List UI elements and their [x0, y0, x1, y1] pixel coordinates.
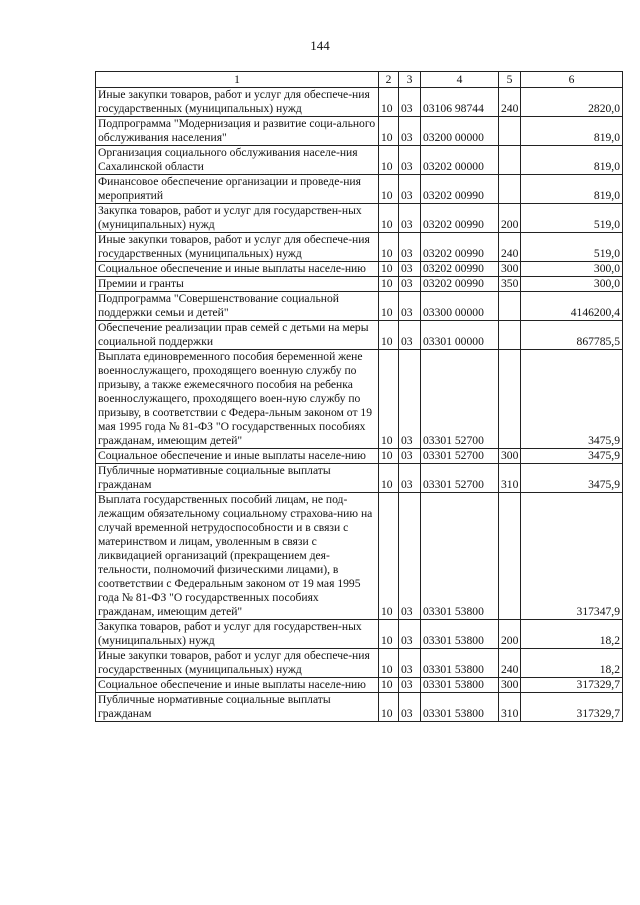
target-article-code: 03301 52700	[421, 449, 499, 464]
table-row	[96, 493, 623, 620]
column-header: 2	[379, 72, 399, 88]
amount: 18,2	[521, 620, 623, 649]
section-code: 10	[379, 277, 399, 292]
row-name: Публичные нормативные социальные выплаты гражданам	[96, 693, 379, 722]
expense-type-code: 300	[499, 262, 521, 277]
table-row	[96, 464, 623, 493]
amount: 3475,9	[521, 449, 623, 464]
table-row	[96, 262, 623, 277]
expense-type-code: 310	[499, 464, 521, 493]
target-article-code: 03301 00000	[421, 321, 499, 350]
table-row	[96, 88, 623, 117]
expense-type-code: 300	[499, 449, 521, 464]
section-code: 10	[379, 649, 399, 678]
subsection-code: 03	[399, 321, 421, 350]
row-name: Подпрограмма "Совершенствование социальной поддержки семьи и детей"	[96, 292, 379, 321]
subsection-code: 03	[399, 649, 421, 678]
subsection-code: 03	[399, 88, 421, 117]
expense-type-code: 350	[499, 277, 521, 292]
target-article-code: 03202 00990	[421, 233, 499, 262]
target-article-code: 03202 00000	[421, 146, 499, 175]
amount: 317347,9	[521, 493, 623, 620]
table-row	[96, 321, 623, 350]
subsection-code: 03	[399, 146, 421, 175]
expense-type-code	[499, 493, 521, 620]
target-article-code: 03301 53800	[421, 649, 499, 678]
section-code: 10	[379, 493, 399, 620]
row-name: Выплата единовременного пособия беременной жене военнослужащего, проходящего военную службу по призыву, а также ежемесячного пособия на ребенка военнослужащего, проходящего воен-ную службу по призыву, в соответствии с Федера-льным законом от 19 мая 1995 года № 81-ФЗ "О государственных пособиях гражданам, имеющим детей"	[96, 350, 379, 449]
section-code: 10	[379, 693, 399, 722]
column-header: 5	[499, 72, 521, 88]
section-code: 10	[379, 464, 399, 493]
budget-table	[95, 71, 623, 722]
amount: 300,0	[521, 262, 623, 277]
expense-type-code	[499, 146, 521, 175]
table-row	[96, 449, 623, 464]
row-name: Иные закупки товаров, работ и услуг для обеспече-ния государственных (муниципальных) нужд	[96, 649, 379, 678]
target-article-code: 03200 00000	[421, 117, 499, 146]
target-article-code: 03301 53800	[421, 493, 499, 620]
table-header-row	[96, 72, 623, 88]
expense-type-code: 200	[499, 204, 521, 233]
target-article-code: 03300 00000	[421, 292, 499, 321]
amount: 4146200,4	[521, 292, 623, 321]
table-row	[96, 649, 623, 678]
row-name: Организация социального обслуживания населе-ния Сахалинской области	[96, 146, 379, 175]
section-code: 10	[379, 350, 399, 449]
table-row	[96, 204, 623, 233]
amount: 819,0	[521, 117, 623, 146]
expense-type-code	[499, 117, 521, 146]
row-name: Иные закупки товаров, работ и услуг для обеспече-ния государственных (муниципальных) нужд	[96, 88, 379, 117]
row-name: Премии и гранты	[96, 277, 379, 292]
subsection-code: 03	[399, 277, 421, 292]
table-row	[96, 117, 623, 146]
amount: 819,0	[521, 146, 623, 175]
table-row	[96, 277, 623, 292]
expense-type-code: 240	[499, 88, 521, 117]
amount: 2820,0	[521, 88, 623, 117]
amount: 317329,7	[521, 678, 623, 693]
expense-type-code: 310	[499, 693, 521, 722]
amount: 317329,7	[521, 693, 623, 722]
section-code: 10	[379, 321, 399, 350]
expense-type-code	[499, 350, 521, 449]
table-row	[96, 146, 623, 175]
section-code: 10	[379, 175, 399, 204]
row-name: Закупка товаров, работ и услуг для государствен-ных (муниципальных) нужд	[96, 204, 379, 233]
expense-type-code: 240	[499, 649, 521, 678]
target-article-code: 03301 53800	[421, 678, 499, 693]
subsection-code: 03	[399, 678, 421, 693]
table-row	[96, 620, 623, 649]
target-article-code: 03202 00990	[421, 175, 499, 204]
page-number: 144	[310, 38, 330, 53]
section-code: 10	[379, 233, 399, 262]
amount: 867785,5	[521, 321, 623, 350]
target-article-code: 03301 52700	[421, 464, 499, 493]
row-name: Социальное обеспечение и иные выплаты населе-нию	[96, 449, 379, 464]
subsection-code: 03	[399, 693, 421, 722]
target-article-code: 03301 53800	[421, 693, 499, 722]
row-name: Публичные нормативные социальные выплаты гражданам	[96, 464, 379, 493]
target-article-code: 03202 00990	[421, 262, 499, 277]
amount: 3475,9	[521, 350, 623, 449]
column-header: 6	[521, 72, 623, 88]
table-row	[96, 175, 623, 204]
section-code: 10	[379, 117, 399, 146]
column-header: 3	[399, 72, 421, 88]
amount: 519,0	[521, 204, 623, 233]
section-code: 10	[379, 292, 399, 321]
subsection-code: 03	[399, 449, 421, 464]
section-code: 10	[379, 88, 399, 117]
target-article-code: 03301 53800	[421, 620, 499, 649]
section-code: 10	[379, 262, 399, 277]
amount: 18,2	[521, 649, 623, 678]
subsection-code: 03	[399, 493, 421, 620]
section-code: 10	[379, 449, 399, 464]
row-name: Выплата государственных пособий лицам, не под-лежащим обязательному социальному страхова-нию на случай временной нетрудоспособности и в связи с материнством и лицам, уволенным в связи с ликвидацией организаций (прекращением дея-тельности, полномочий физическими лицами), в соответствии с Федеральным законом от 19 мая 1995 года № 81-ФЗ "О государственных пособиях гражданам, имеющим детей"	[96, 493, 379, 620]
row-name: Социальное обеспечение и иные выплаты населе-нию	[96, 262, 379, 277]
subsection-code: 03	[399, 350, 421, 449]
section-code: 10	[379, 678, 399, 693]
subsection-code: 03	[399, 620, 421, 649]
table-row	[96, 350, 623, 449]
subsection-code: 03	[399, 233, 421, 262]
amount: 300,0	[521, 277, 623, 292]
section-code: 10	[379, 620, 399, 649]
row-name: Иные закупки товаров, работ и услуг для обеспече-ния государственных (муниципальных) нужд	[96, 233, 379, 262]
table-row	[96, 292, 623, 321]
row-name: Подпрограмма "Модернизация и развитие соци-ального обслуживания населения"	[96, 117, 379, 146]
subsection-code: 03	[399, 175, 421, 204]
row-name: Социальное обеспечение и иные выплаты населе-нию	[96, 678, 379, 693]
subsection-code: 03	[399, 204, 421, 233]
amount: 3475,9	[521, 464, 623, 493]
section-code: 10	[379, 146, 399, 175]
expense-type-code: 240	[499, 233, 521, 262]
amount: 519,0	[521, 233, 623, 262]
row-name: Закупка товаров, работ и услуг для государствен-ных (муниципальных) нужд	[96, 620, 379, 649]
amount: 819,0	[521, 175, 623, 204]
expense-type-code	[499, 321, 521, 350]
column-header: 1	[96, 72, 379, 88]
row-name: Обеспечение реализации прав семей с детьми на меры социальной поддержки	[96, 321, 379, 350]
table-body	[96, 88, 623, 722]
target-article-code: 03202 00990	[421, 277, 499, 292]
subsection-code: 03	[399, 262, 421, 277]
table-row	[96, 678, 623, 693]
row-name: Финансовое обеспечение организации и проведе-ния мероприятий	[96, 175, 379, 204]
expense-type-code: 300	[499, 678, 521, 693]
subsection-code: 03	[399, 464, 421, 493]
expense-type-code	[499, 175, 521, 204]
column-header: 4	[421, 72, 499, 88]
section-code: 10	[379, 204, 399, 233]
target-article-code: 03301 52700	[421, 350, 499, 449]
target-article-code: 03202 00990	[421, 204, 499, 233]
target-article-code: 03106 98744	[421, 88, 499, 117]
table-row	[96, 233, 623, 262]
expense-type-code: 200	[499, 620, 521, 649]
subsection-code: 03	[399, 292, 421, 321]
subsection-code: 03	[399, 117, 421, 146]
table-row	[96, 693, 623, 722]
expense-type-code	[499, 292, 521, 321]
